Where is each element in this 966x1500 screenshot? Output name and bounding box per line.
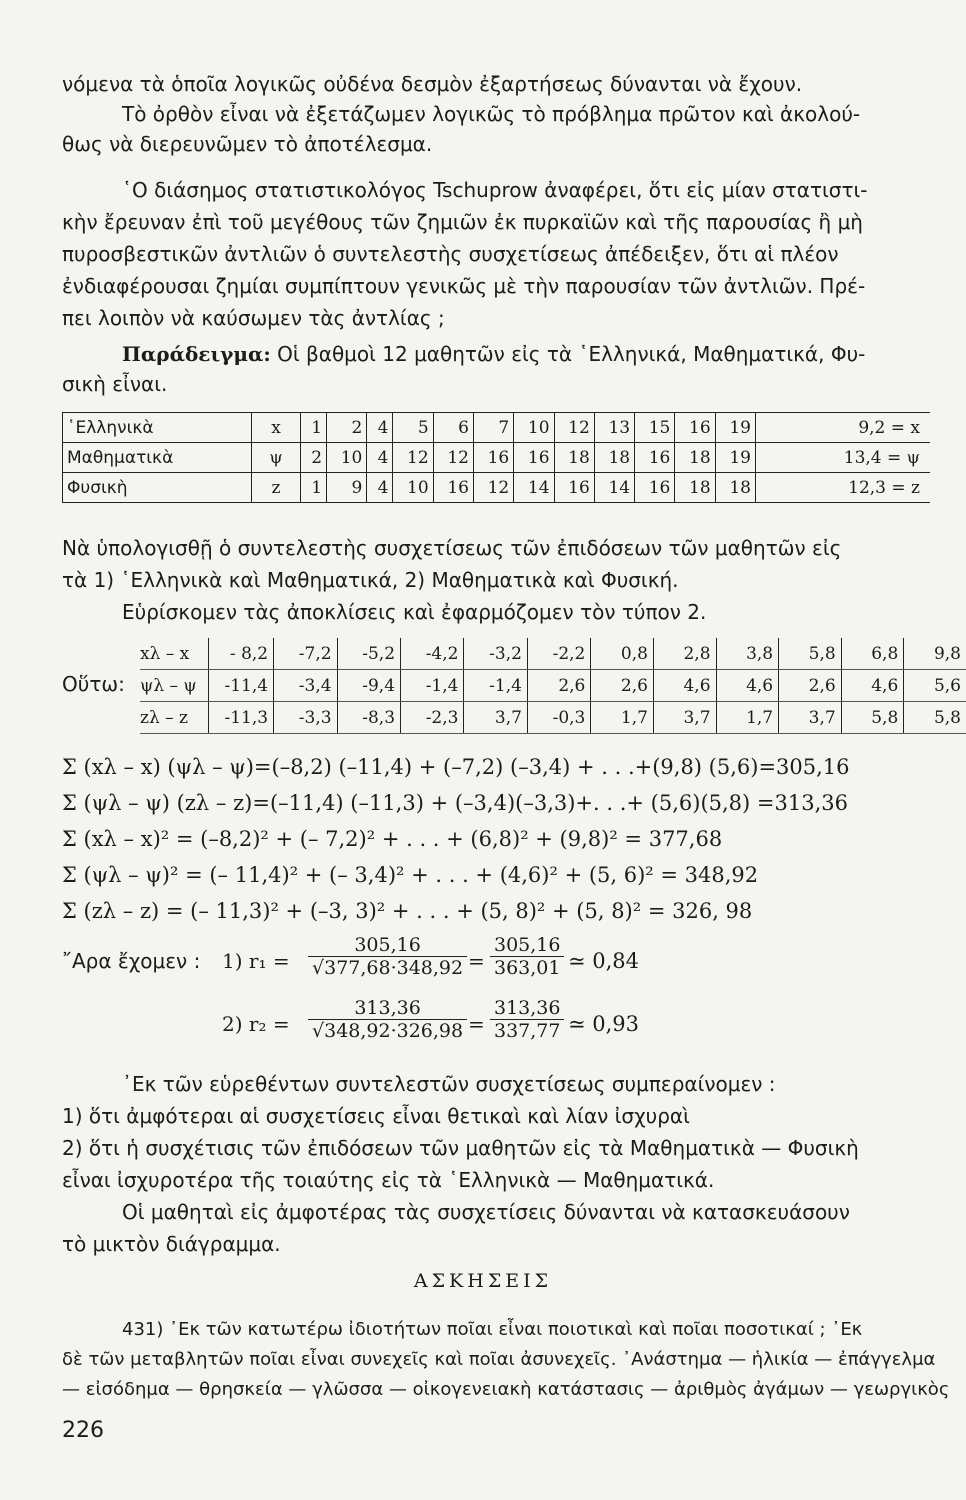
grade-cell: 10 [393, 473, 433, 503]
results-prefix: ῎Αρα ἔχομεν : [62, 949, 201, 973]
table-row [63, 413, 931, 443]
grade-cell: 16 [635, 473, 675, 503]
grade-cell: 7 [473, 413, 513, 443]
r2-denominator-2: 337,77 [494, 1020, 561, 1042]
deviation-cell: 2,6 [591, 670, 654, 702]
text-line: Οἱ μαθηταὶ εἰς ἀμφοτέρας τὰς συσχετίσεις δύνανται νὰ κατασκευάσουν [122, 1200, 850, 1224]
deviations-table [140, 638, 966, 734]
text-line: πυροσβεστικῶν ἀντλιῶν ὁ συντελεστὴς συσχετίσεως ἀπέδειξεν, ὅτι αἱ πλέον [62, 242, 839, 266]
grade-cell: 1 [301, 473, 327, 503]
text-line: Νὰ ὑπολογισθῇ ὁ συντελεστὴς συσχετίσεως τῶν ἐπιδόσεων τῶν μαθητῶν εἰς [62, 536, 842, 560]
variable-cell: x [252, 413, 301, 443]
grade-cell: 1 [301, 413, 327, 443]
equation: Σ (zλ – z) = (– 11,3)² + (–3, 3)² + . . . + (5, 8)² + (5, 8)² = 326, 98 [62, 899, 753, 923]
deviation-cell: -3,2 [464, 638, 527, 670]
grade-cell: 18 [715, 473, 755, 503]
r2-numerator-2: 313,36 [490, 997, 564, 1020]
subject-cell: Μαθηματικὰ [63, 443, 252, 473]
grade-cell: 19 [715, 413, 755, 443]
deviation-cell: 1,7 [591, 702, 654, 734]
grade-cell: 13 [594, 413, 634, 443]
grade-cell: 10 [327, 443, 367, 473]
grade-cell: 12 [433, 443, 473, 473]
deviation-cell: -1,4 [464, 670, 527, 702]
deviation-cell: -9,4 [337, 670, 400, 702]
deviation-cell: -3,4 [274, 670, 337, 702]
deviation-cell: -3,3 [274, 702, 337, 734]
deviation-cell: 1,7 [716, 702, 779, 734]
r1-denominator-2: 363,01 [494, 957, 561, 979]
grade-cell: 18 [554, 443, 594, 473]
example-line [122, 340, 865, 368]
r1-fraction-2 [490, 934, 564, 979]
subject-cell: Φυσικὴ [63, 473, 252, 503]
grade-cell: 14 [594, 473, 634, 503]
deviation-cell: 5,6 [904, 670, 966, 702]
deviation-cell: 6,8 [841, 638, 904, 670]
deviation-cell: -4,2 [401, 638, 464, 670]
grade-cell: 16 [554, 473, 594, 503]
grade-cell: 6 [433, 413, 473, 443]
grade-cell: 16 [514, 443, 554, 473]
text-line: ᾿Εκ τῶν εὑρεθέντων συντελεστῶν συσχετίσεως συμπεραίνομεν : [122, 1072, 776, 1096]
grade-cell: 14 [514, 473, 554, 503]
grade-cell: 18 [594, 443, 634, 473]
variable-cell: z [252, 473, 301, 503]
grade-cell: 15 [635, 413, 675, 443]
grade-cell: 4 [367, 473, 393, 503]
deviation-label: zλ – z [140, 702, 209, 734]
grade-cell: 12 [473, 473, 513, 503]
grade-cell: 5 [393, 413, 433, 443]
r2-label: 2) r₂ = [222, 1012, 290, 1036]
example-label: Παράδειγμα: [122, 342, 271, 366]
text-line: θως νὰ διερευνῶμεν τὸ ἀποτέλεσμα. [62, 132, 433, 156]
grade-cell: 10 [514, 413, 554, 443]
r2-denominator: √348,92·326,98 [312, 1020, 464, 1042]
r1-value: ≃ 0,84 [568, 949, 640, 973]
grade-cell: 18 [675, 473, 715, 503]
table-row [140, 670, 966, 702]
equation: Σ (ψλ – ψ) (zλ – z)=(–11,4) (–11,3) + (–3,4)(–3,3)+. . .+ (5,6)(5,8) =313,36 [62, 791, 848, 815]
grade-cell: 16 [635, 443, 675, 473]
text-line: 2) ὅτι ἡ συσχέτισις τῶν ἐπιδόσεων τῶν μαθητῶν εἰς τὰ Μαθηματικὰ — Φυσικὴ [62, 1136, 859, 1160]
deviation-cell: 3,7 [464, 702, 527, 734]
mean-cell: 13,4 = ψ [756, 443, 931, 473]
grade-cell: 12 [393, 443, 433, 473]
table-row [63, 473, 931, 503]
mean-cell: 9,2 = x [756, 413, 931, 443]
deviation-cell: 5,8 [841, 702, 904, 734]
text-line: Τὸ ὀρθὸν εἶναι νὰ ἐξετάζωμεν λογικῶς τὸ πρόβλημα πρῶτον καὶ ἀκολού- [122, 102, 861, 126]
example-text: Οἱ βαθμοὶ 12 μαθητῶν εἰς τὰ ῾Ελληνικά, Μαθηματικά, Φυ- [270, 342, 866, 366]
outw-label: Οὕτω: [62, 672, 125, 696]
deviation-cell: 3,8 [716, 638, 779, 670]
deviation-label: ψλ – ψ [140, 670, 209, 702]
r2-numerator: 313,36 [308, 997, 467, 1020]
text-line: ἐνδιαφέρουσαι ζημίαι συμπίπτουν γενικῶς μὲ τὴν παρουσίαν τῶν ἀντλιῶν. Πρέ- [62, 274, 866, 298]
grade-cell: 2 [327, 413, 367, 443]
deviation-cell: 2,6 [779, 670, 842, 702]
r2-fraction [308, 997, 467, 1042]
page-number: 226 [62, 1418, 104, 1443]
table-row [63, 443, 931, 473]
r1-numerator: 305,16 [308, 934, 467, 957]
text-line: πει λοιπὸν νὰ καύσωμεν τὰς ἀντλίας ; [62, 306, 445, 330]
text-line: εἶναι ἰσχυροτέρα τῆς τοιαύτης εἰς τὰ ῾Ελληνικὰ — Μαθηματικά. [62, 1168, 715, 1192]
grade-cell: 19 [715, 443, 755, 473]
grade-cell: 9 [327, 473, 367, 503]
deviation-cell: 4,6 [653, 670, 716, 702]
deviation-cell: 4,6 [716, 670, 779, 702]
equals-sign: = [468, 949, 485, 973]
deviation-cell: -5,2 [337, 638, 400, 670]
grade-cell: 16 [433, 473, 473, 503]
r1-denominator: √377,68·348,92 [312, 957, 464, 979]
deviation-cell: 0,8 [591, 638, 654, 670]
text-line: νόμενα τὰ ὁποῖα λογικῶς οὐδένα δεσμὸν ἐξαρτήσεως δύνανται νὰ ἔχουν. [62, 72, 803, 96]
deviation-cell: -2,2 [527, 638, 590, 670]
deviation-cell: -7,2 [274, 638, 337, 670]
r1-fraction [308, 934, 467, 979]
exercise-line: 431) ᾿Εκ τῶν κατωτέρω ἰδιοτήτων ποῖαι εἶναι ποιοτικαὶ καὶ ποῖαι ποσοτικαί ; ᾿Εκ [122, 1319, 863, 1340]
grade-cell: 4 [367, 413, 393, 443]
text-line: τὰ 1) ῾Ελληνικὰ καὶ Μαθηματικά, 2) Μαθηματικὰ καὶ Φυσική. [62, 568, 679, 592]
deviation-cell: 4,6 [841, 670, 904, 702]
deviation-cell: - 8,2 [209, 638, 274, 670]
grade-cell: 16 [473, 443, 513, 473]
equation: Σ (ψλ – ψ)² = (– 11,4)² + (– 3,4)² + . . . + (4,6)² + (5, 6)² = 348,92 [62, 863, 759, 887]
text-line: ῾Ο διάσημος στατιστικολόγος Tschuprow ἀναφέρει, ὅτι εἰς μίαν στατιστι- [122, 178, 868, 202]
equation: Σ (xλ – x)² = (–8,2)² + (– 7,2)² + . . . + (6,8)² + (9,8)² = 377,68 [62, 827, 723, 851]
deviation-cell: -11,3 [209, 702, 274, 734]
deviation-cell: 5,8 [904, 702, 966, 734]
equals-sign: = [468, 1012, 485, 1036]
deviation-cell: 5,8 [779, 638, 842, 670]
subject-cell: ῾Ελληνικὰ [63, 413, 252, 443]
grades-table [62, 412, 930, 503]
deviation-cell: 2,6 [527, 670, 590, 702]
deviation-cell: -11,4 [209, 670, 274, 702]
text-line: τὸ μικτὸν διάγραμμα. [62, 1232, 281, 1256]
variable-cell: ψ [252, 443, 301, 473]
r1-numerator-2: 305,16 [490, 934, 564, 957]
grade-cell: 4 [367, 443, 393, 473]
table-row [140, 702, 966, 734]
grade-cell: 18 [675, 443, 715, 473]
deviation-cell: 3,7 [779, 702, 842, 734]
deviation-cell: -0,3 [527, 702, 590, 734]
text-line: κὴν ἔρευναν ἐπὶ τοῦ μεγέθους τῶν ζημιῶν ἐκ πυρκαϊῶν καὶ τῆς παρουσίας ἢ μὴ [62, 210, 863, 234]
table-row [140, 638, 966, 670]
r1-label: 1) r₁ = [222, 949, 290, 973]
r2-fraction-2 [490, 997, 564, 1042]
text-line: 1) ὅτι ἀμφότεραι αἱ συσχετίσεις εἶναι θετικαὶ καὶ λίαν ἰσχυραὶ [62, 1104, 690, 1128]
equation: Σ (xλ – x) (ψλ – ψ)=(–8,2) (–11,4) + (–7,2) (–3,4) + . . .+(9,8) (5,6)=305,16 [62, 755, 850, 779]
mean-cell: 12,3 = z [756, 473, 931, 503]
deviation-cell: -1,4 [401, 670, 464, 702]
deviation-cell: 3,7 [653, 702, 716, 734]
r2-value: ≃ 0,93 [568, 1012, 640, 1036]
exercise-line: δὲ τῶν μεταβλητῶν ποῖαι εἶναι συνεχεῖς καὶ ποῖαι ἀσυνεχεῖς. ᾿Ανάστημα — ἡλικία — ἐπάγγελμα [62, 1349, 936, 1370]
text-line: σικὴ εἶναι. [62, 372, 168, 396]
text-line: Εὑρίσκομεν τὰς ἀποκλίσεις καὶ ἐφαρμόζομεν τὸν τύπον 2. [122, 600, 707, 624]
deviation-cell: 9,8 [904, 638, 966, 670]
grade-cell: 2 [301, 443, 327, 473]
grade-cell: 16 [675, 413, 715, 443]
deviation-cell: -2,3 [401, 702, 464, 734]
deviation-cell: 2,8 [653, 638, 716, 670]
deviation-cell: -8,3 [337, 702, 400, 734]
deviation-label: xλ – x [140, 638, 209, 670]
grade-cell: 12 [554, 413, 594, 443]
exercise-line: — εἰσόδημα — θρησκεία — γλῶσσα — οἰκογενειακὴ κατάστασις — ἀριθμὸς ἀγάμων — γεωργικὸς [62, 1379, 950, 1400]
section-heading: ΑΣΚΗΣΕΙΣ [413, 1270, 553, 1292]
